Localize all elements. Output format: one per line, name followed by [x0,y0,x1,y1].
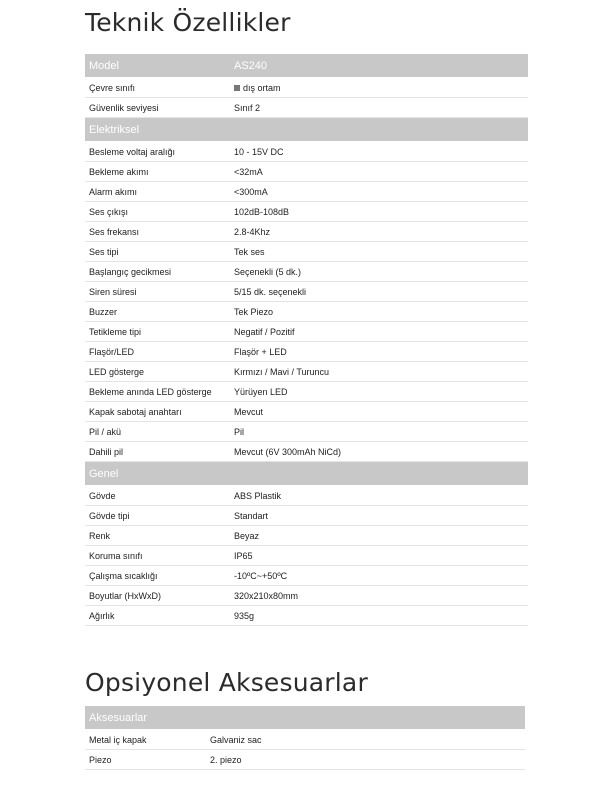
table-row [85,526,528,546]
spec-label: Çalışma sıcaklığı [85,566,230,586]
spec-value: Beyaz [230,526,528,546]
spec-value: Pil [230,422,528,442]
table-row [85,142,528,162]
spec-label: Ses çıkışı [85,202,230,222]
table-row [85,606,528,626]
table-row [85,422,528,442]
spec-label: Ağırlık [85,606,230,626]
spec-value: Flaşör + LED [230,342,528,362]
table-row [85,486,528,506]
spec-value: 10 - 15V DC [230,142,528,162]
spec-value: 935g [230,606,528,626]
spec-label: Boyutlar (HxWxD) [85,586,230,606]
spec-label: Pil / akü [85,422,230,442]
accessories-table [85,706,525,770]
spec-value: ABS Plastik [230,486,528,506]
spec-label: Dahili pil [85,442,230,462]
section-title: Elektriksel [85,118,528,142]
table-row [85,202,528,222]
table-row [85,730,525,750]
table-row [85,750,525,770]
square-icon [234,85,240,91]
section-body-elektriksel [85,142,528,462]
table-row [85,442,528,462]
spec-value: Sınıf 2 [230,98,528,118]
spec-value: 2. piezo [206,750,525,770]
table-row [85,302,528,322]
spec-value: 102dB-108dB [230,202,528,222]
accessories-body [85,730,525,770]
table-row [85,242,528,262]
page-title: Teknik Özellikler [85,8,291,37]
accessories-header-row [85,706,525,730]
spec-value: <300mA [230,182,528,202]
spec-value: IP65 [230,546,528,566]
spec-label: Bekleme akımı [85,162,230,182]
model-header-row [85,54,528,78]
spec-value: Standart [230,506,528,526]
spec-label: Buzzer [85,302,230,322]
spec-label: Alarm akımı [85,182,230,202]
spec-label: LED gösterge [85,362,230,382]
table-row [85,262,528,282]
spec-label: Tetikleme tipi [85,322,230,342]
spec-value [230,78,528,98]
spec-label: Çevre sınıfı [85,78,230,98]
spec-label: Siren süresi [85,282,230,302]
accessories-header: Aksesuarlar [85,706,525,730]
spec-value: Yürüyen LED [230,382,528,402]
spec-value-text: dış ortam [243,82,281,93]
table-row [85,342,528,362]
table-row [85,402,528,422]
accessories-title: Opsiyonel Aksesuarlar [85,668,368,697]
table-row [85,222,528,242]
spec-value: Mevcut (6V 300mAh NiCd) [230,442,528,462]
spec-label: Bekleme anında LED gösterge [85,382,230,402]
table-row [85,382,528,402]
spec-label: Besleme voltaj aralığı [85,142,230,162]
spec-label: Renk [85,526,230,546]
spec-label: Kapak sabotaj anahtarı [85,402,230,422]
table-row [85,586,528,606]
table-row [85,78,528,98]
spec-label: Başlangıç gecikmesi [85,262,230,282]
spec-value: Negatif / Pozitif [230,322,528,342]
spec-label: Güvenlik seviyesi [85,98,230,118]
spec-value: -10ºC~+50ºC [230,566,528,586]
section-header-genel [85,462,528,486]
spec-label: Gövde [85,486,230,506]
model-header-value: AS240 [230,54,528,78]
table-row [85,566,528,586]
spec-value: Tek Piezo [230,302,528,322]
spec-table [85,54,528,626]
section-header-elektriksel [85,118,528,142]
spec-label: Flaşör/LED [85,342,230,362]
table-row [85,162,528,182]
table-row [85,282,528,302]
spec-label: Metal iç kapak [85,730,206,750]
spec-value: Tek ses [230,242,528,262]
spec-value: 2.8-4Khz [230,222,528,242]
section-title: Genel [85,462,528,486]
spec-label: Koruma sınıfı [85,546,230,566]
spec-value: Mevcut [230,402,528,422]
spec-value: Kırmızı / Mavi / Turuncu [230,362,528,382]
spec-label: Ses frekansı [85,222,230,242]
model-header-label: Model [85,54,230,78]
table-row [85,362,528,382]
table-row [85,546,528,566]
table-row [85,98,528,118]
spec-value: 5/15 dk. seçenekli [230,282,528,302]
spec-value: Galvaniz sac [206,730,525,750]
spec-value: 320x210x80mm [230,586,528,606]
spec-label: Piezo [85,750,206,770]
table-row [85,182,528,202]
table-row [85,506,528,526]
spec-value: <32mA [230,162,528,182]
section-body-genel [85,486,528,626]
spec-value: Seçenekli (5 dk.) [230,262,528,282]
table-row [85,322,528,342]
spec-label: Ses tipi [85,242,230,262]
spec-label: Gövde tipi [85,506,230,526]
